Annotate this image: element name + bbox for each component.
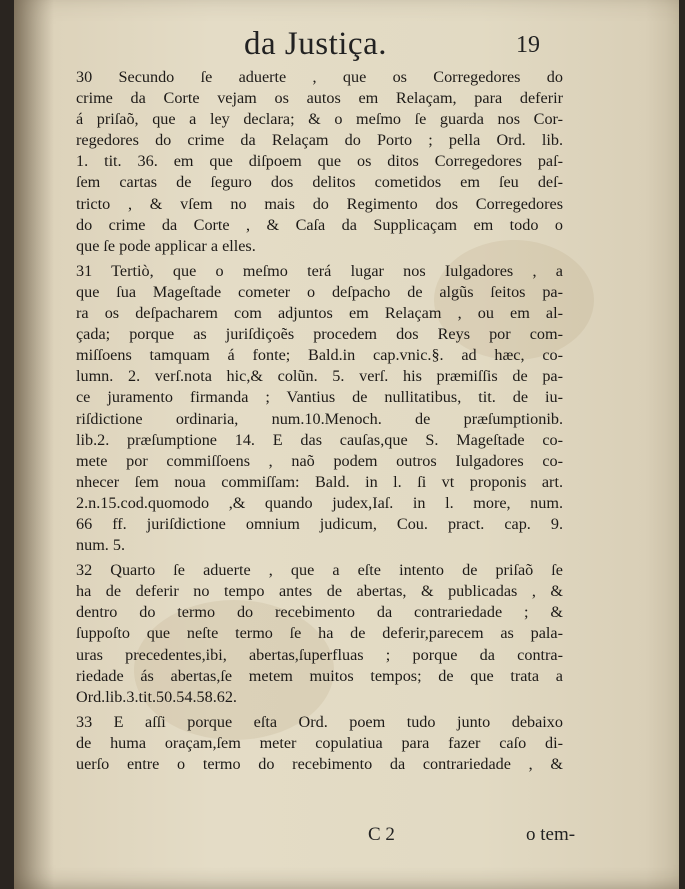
text-line: ce juramento firmanda ; Vantius de nullitatibus, tit. de iu- [76, 388, 563, 407]
text-line: uras precedentes,ibi, abertas,ſuperfluas ; porque da contra- [76, 645, 563, 664]
text-line: 1. tit. 36. em que diſpoem que os ditos Corregedores paſ- [76, 152, 563, 171]
text-line: do crime da Corte , & Caſa da Supplicaçam em todo o [76, 215, 563, 234]
paragraph-33 [76, 712, 563, 775]
text-line: lib.2. præſumptione 14. E das cauſas,que S. Mageſtade co- [76, 430, 563, 449]
running-head [14, 26, 679, 70]
text-line: ſem cartas de ſeguro dos delitos cometidos em ſeu deſ- [76, 173, 563, 192]
text-line: tricto , & vſem no mais do Regimento dos Corregedores [76, 194, 563, 213]
text-line: uerſo entre o termo do recebimento da contrariedade , & [76, 755, 563, 773]
text-line: çada; porque as juriſdiçoẽs procedem dos Reys por com- [76, 325, 563, 344]
signature-mark: C 2 [368, 824, 395, 845]
book-page [14, 0, 679, 889]
text-line: Ord.lib.3.tit.50.54.58.62. [76, 687, 237, 706]
text-line: riedade ás abertas,ſe metem muitos tempos; de que trata a [76, 666, 563, 685]
text-line: 2.n.15.cod.quomodo ,& quando judex,Iaſ. in l. more, num. [76, 493, 563, 512]
text-line: mete por commiſſoens , naõ podem outros Iulgadores co- [76, 451, 563, 470]
text-line: dentro do termo do recebimento da contrariedade ; & [76, 603, 563, 622]
paragraph-31 [76, 261, 563, 556]
catchword: o tem- [526, 824, 576, 845]
text-line: num. 5. [76, 536, 126, 555]
text-line: 66 ff. juriſdictione omnium judicum, Cou. pract. cap. 9. [76, 514, 563, 533]
page-number: 19 [516, 32, 540, 58]
text-line: riſdictione ordinaria, num.10.Menoch. de præſumptionib. [76, 409, 563, 428]
paragraph-30 [76, 67, 563, 257]
text-line: crime da Corte vejam os autos em Relaçam, para deferir [76, 89, 563, 108]
text-line: ha de deferir no tempo antes de abertas, & publicadas , & [76, 582, 563, 601]
text-line: 30 Secundo ſe aduerte , que os Corregedores do [76, 68, 563, 86]
text-line: regedores do crime da Relaçam do Porto ; pella Ord. lib. [76, 131, 563, 150]
text-line: á priſaõ, que a ley declara; & o meſmo ſe guarda nos Cor- [76, 110, 563, 129]
text-line: miſſoens tamquam á fonte; Bald.in cap.vnic.§. ad hæc, co- [76, 346, 563, 365]
text-line: 32 Quarto ſe aduerte , que a eſte intento de priſaõ ſe [76, 561, 563, 580]
text-line: nhecer ſem noua commiſſam: Bald. in l. ſi vt proponis art. [76, 472, 563, 491]
paragraph-32 [76, 560, 563, 708]
page-footer [14, 824, 679, 854]
running-title: da Justiça. [244, 26, 387, 62]
text-line: 33 E aſſi porque eſta Ord. poem tudo junto debaixo [76, 712, 563, 731]
text-line: 31 Tertiò, que o meſmo terá lugar nos Iulgadores , a [76, 261, 563, 280]
text-line: de huma oraçam,ſem meter copulatiua para fazer caſo di- [76, 733, 563, 752]
text-line: ra os deſpacharem com adjuntos em Relaçam , ou em al- [76, 304, 563, 323]
text-line: lumn. 2. verſ.nota hic,& colũn. 5. verſ. his præmiſſis de pa- [76, 367, 563, 386]
text-line: que ſua Mageſtade cometer o deſpacho de algũs ſeitos pa- [76, 282, 563, 301]
text-line: ſuppoſto que neſte termo ſe ha de deferir,parecem as pala- [76, 624, 563, 643]
body-text [76, 67, 563, 775]
text-line: que ſe pode applicar a elles. [76, 236, 256, 255]
